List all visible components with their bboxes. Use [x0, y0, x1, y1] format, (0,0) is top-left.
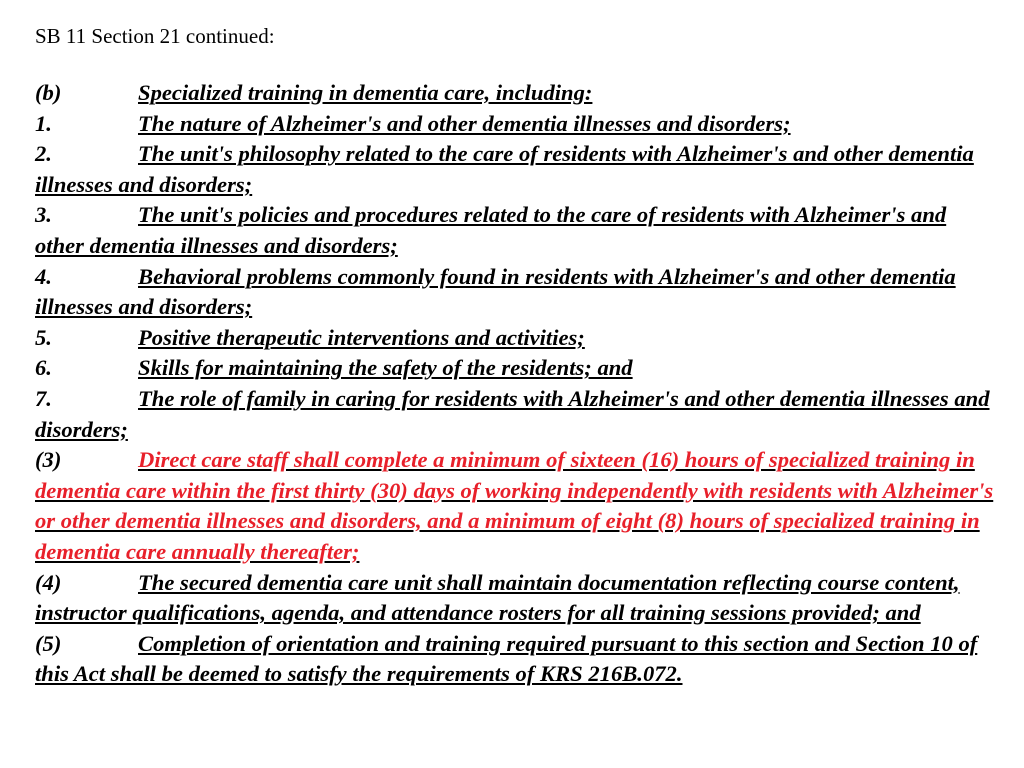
clause-number: 3. [35, 202, 52, 228]
clause-text: Completion of orientation and training required pursuant to this section and Section 10 of this Act shall be deemed to satisfy the requirements of KRS 216B.072. [35, 630, 978, 687]
clause-text: Skills for maintaining the safety of the residents; and [138, 355, 633, 381]
clause-number: (3) [35, 447, 62, 473]
clause-7 [35, 384, 995, 445]
clause-text: Specialized training in dementia care, including: [138, 80, 593, 105]
clause-4 [35, 262, 995, 323]
clause-1 [35, 109, 995, 140]
clause-text: The unit's policies and procedures related to the care of residents with Alzheimer's and other dementia illnesses and disorders; [35, 202, 947, 258]
clause-number: 7. [35, 385, 52, 411]
clause-text: The unit's philosophy related to the care of residents with Alzheimer's and other dementia illnesses and disorders; [35, 141, 974, 197]
clause-number: 5. [35, 324, 52, 350]
statute-text [35, 78, 995, 690]
clause-number: 4. [35, 263, 52, 289]
clause-text-highlighted: Direct care staff shall complete a minimum of sixteen (16) hours of specialized training in dementia care within the first thirty (30) days of working independently with residents with Alzheimer's or other dementia illnesses and disorders, and a minimum of eight (8) hours of specialized training in dementia care annually thereafter; [35, 447, 994, 564]
clause-number: (b) [35, 80, 62, 105]
clause-number: (5) [35, 630, 62, 656]
clause-5 [35, 323, 995, 354]
clause-3-highlighted [35, 445, 995, 567]
clause-b [35, 78, 995, 109]
clause-number: 2. [35, 141, 52, 167]
clause-text: The nature of Alzheimer's and other dementia illnesses and disorders; [138, 110, 791, 136]
clause-number: 1. [35, 110, 52, 136]
section-header: SB 11 Section 21 continued: [35, 24, 275, 48]
document-page [35, 0, 995, 768]
clause-text: The role of family in caring for residents with Alzheimer's and other dementia illnesses and disorders; [35, 385, 990, 442]
clause-text: The secured dementia care unit shall maintain documentation reflecting course content, instructor qualifications, agenda, and attendance rosters for all training sessions provided; and [35, 569, 960, 626]
clause-number: (4) [35, 569, 62, 595]
clause-text: Behavioral problems commonly found in residents with Alzheimer's and other dementia illnesses and disorders; [35, 263, 956, 320]
clause-5-paren [35, 629, 995, 690]
clause-6 [35, 353, 995, 384]
clause-number: 6. [35, 355, 52, 381]
clause-4-paren [35, 568, 995, 629]
clause-text: Positive therapeutic interventions and activities; [138, 324, 585, 350]
clause-2 [35, 139, 995, 200]
clause-3 [35, 200, 995, 261]
